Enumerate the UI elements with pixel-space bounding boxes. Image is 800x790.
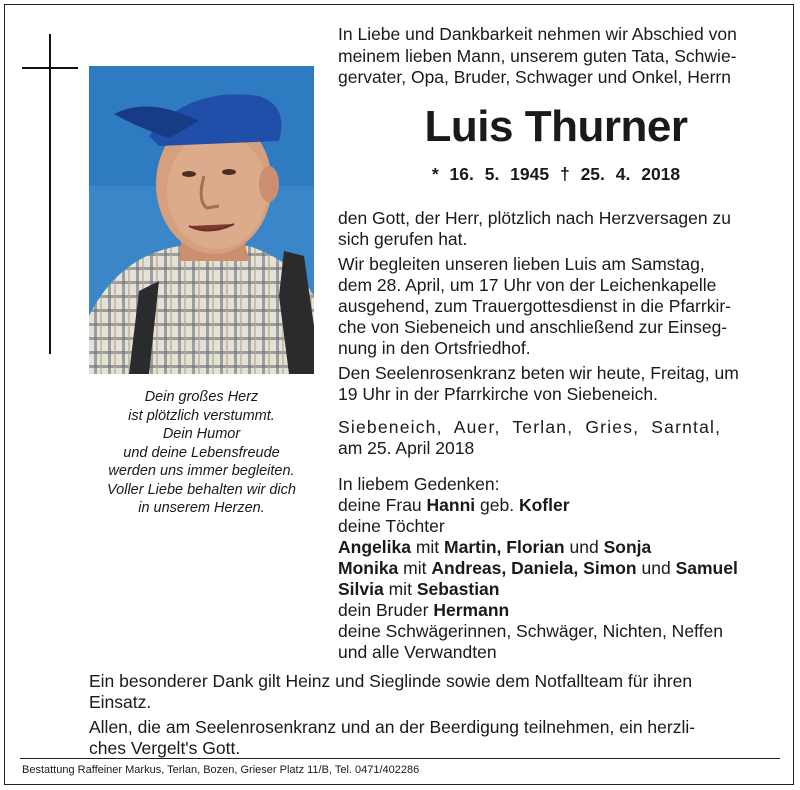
daughter-line: Angelika mit Martin, Florian und Sonja — [338, 537, 652, 557]
body-line: nung in den Ortsfriedhof. — [338, 338, 531, 358]
intro-line: meinem lieben Mann, unserem guten Tata, Schwie- — [338, 45, 737, 66]
mourners-list — [338, 474, 774, 663]
brother-line: dein Bruder Hermann — [338, 600, 510, 620]
mourners-intro: In liebem Gedenken: — [338, 474, 500, 494]
memorial-verse — [89, 388, 314, 518]
footer-divider — [20, 758, 780, 759]
verse-line: Voller Liebe behalten wir dich — [107, 481, 296, 498]
relatives-line: deine Schwägerinnen, Schwäger, Nichten, Neffen — [338, 621, 723, 641]
body-line: Wir begleiten unseren lieben Luis am Samstag, — [338, 254, 705, 274]
body-line: sich gerufen hat. — [338, 229, 468, 249]
verse-line: Dein großes Herz — [144, 389, 259, 405]
cross-icon — [49, 34, 51, 354]
body-line: che von Siebeneich und anschließend zur Einseg- — [338, 317, 728, 337]
verse-line: und deine Lebensfreude — [123, 444, 280, 461]
paragraph — [338, 208, 774, 250]
thanks-line: Ein besonderer Dank gilt Heinz und Sieglinde sowie dem Notfallteam für ihren — [89, 671, 693, 691]
place-date — [338, 417, 774, 459]
notice-body — [338, 208, 774, 409]
verse-line: werden uns immer begleiten. — [108, 463, 295, 479]
date-line: am 25. April 2018 — [338, 438, 475, 458]
paragraph — [338, 363, 774, 405]
thanks-section — [89, 671, 779, 759]
thanks-line: Allen, die am Seelenrosenkranz und an der Beerdigung teilnehmen, ein herzli- — [89, 717, 696, 737]
life-dates — [338, 164, 774, 185]
thanks-line: ches Vergelt's Gott. — [89, 738, 241, 758]
daughter-line: Monika mit Andreas, Daniela, Simon und Samuel — [338, 558, 738, 578]
intro-text — [338, 24, 774, 89]
verse-line: in unserem Herzen. — [138, 500, 265, 516]
body-line: ausgehend, zum Trauergottesdienst in die Pfarrkir- — [338, 296, 731, 316]
wife-line: deine Frau Hanni geb. Kofler — [338, 495, 570, 515]
verse-line: ist plötzlich verstummt. — [128, 407, 275, 424]
relatives-line: und alle Verwandten — [338, 642, 497, 662]
paragraph — [338, 254, 774, 359]
intro-line: In Liebe und Dankbarkeit nehmen wir Abschied von — [338, 24, 737, 44]
death-date: † 25. 4. 2018 — [559, 164, 681, 184]
body-line: 19 Uhr in der Pfarrkirche von Siebeneich. — [338, 384, 659, 404]
body-line: den Gott, der Herr, plötzlich nach Herzversagen zu — [338, 208, 731, 228]
body-line: dem 28. April, um 17 Uhr von der Leichenkapelle — [338, 275, 717, 295]
portrait-photo — [89, 66, 314, 374]
cross-icon-bar — [22, 67, 78, 69]
birth-date: * 16. 5. 1945 — [431, 164, 550, 184]
place-line: Siebeneich, Auer, Terlan, Gries, Sarntal, — [338, 417, 722, 437]
intro-line: gervater, Opa, Bruder, Schwager und Onkel, Herrn — [338, 67, 731, 87]
funeral-home-footer: Bestattung Raffeiner Markus, Terlan, Bozen, Grieser Platz 11/B, Tel. 0471/402286 — [22, 764, 420, 776]
thanks-line: Einsatz. — [89, 692, 152, 712]
daughters-label: deine Töchter — [338, 516, 445, 536]
body-line: Den Seelenrosenkranz beten wir heute, Freitag, um — [338, 363, 739, 383]
daughter-line: Silvia mit Sebastian — [338, 579, 500, 599]
verse-line: Dein Humor — [162, 426, 241, 442]
deceased-name: Luis Thurner — [424, 102, 688, 151]
